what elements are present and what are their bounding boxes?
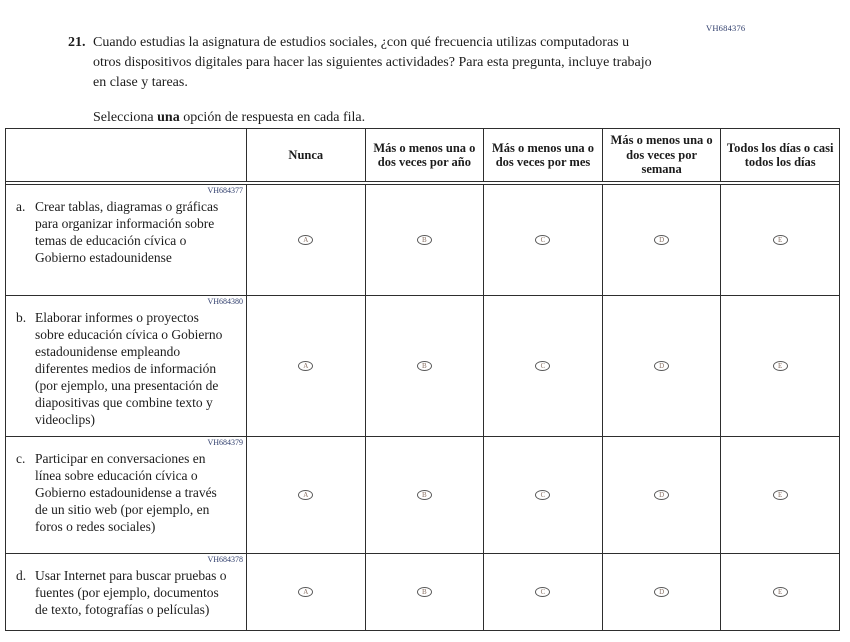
row-d-accession-id: VH684378 — [207, 555, 243, 564]
bubble-letter: A — [303, 587, 309, 596]
table-row-a — [6, 185, 839, 295]
answer-bubble-e[interactable] — [773, 490, 788, 500]
header-veces-por-ano: Más o menos una o dos veces por año — [365, 129, 484, 181]
row-a-option-ano[interactable] — [365, 185, 484, 295]
row-b-text: Elaborar informes o proyectos sobre educación cívica o Gobierno estadounidense empleando diferentes medios de información (por ejemplo, una presentación de diapositivas que combine texto y videoclips) — [35, 310, 223, 427]
row-c-letter: c. — [16, 451, 26, 466]
answer-bubble-d[interactable] — [654, 361, 669, 371]
response-matrix-table — [5, 128, 840, 631]
bubble-letter: C — [540, 235, 546, 244]
bubble-letter: D — [659, 235, 665, 244]
answer-bubble-b[interactable] — [417, 361, 432, 371]
answer-bubble-c[interactable] — [535, 587, 550, 597]
row-a-option-nunca[interactable] — [246, 185, 365, 295]
row-a-text: Crear tablas, diagramas o gráficas para organizar información sobre temas de educación cívica o Gobierno estadounidense — [35, 199, 219, 265]
row-d-option-nunca[interactable] — [246, 554, 365, 630]
row-a-option-semana[interactable] — [602, 185, 721, 295]
bubble-letter: D — [659, 587, 665, 596]
bubble-letter: E — [778, 235, 783, 244]
row-c-stem-cell — [6, 437, 246, 553]
row-d-letter: d. — [16, 568, 27, 583]
row-a-letter: a. — [16, 199, 26, 214]
bubble-letter: C — [540, 361, 546, 370]
row-a-option-todos[interactable] — [720, 185, 839, 295]
instruction-bold-word: una — [157, 110, 180, 125]
answer-bubble-e[interactable] — [773, 587, 788, 597]
question-instruction — [93, 108, 654, 128]
row-d-stem-cell — [6, 554, 246, 630]
header-nunca: Nunca — [246, 129, 365, 181]
row-d-option-semana[interactable] — [602, 554, 721, 630]
answer-bubble-b[interactable] — [417, 587, 432, 597]
table-row-b — [6, 295, 839, 436]
row-d-text: Usar Internet para buscar pruebas o fuentes (por ejemplo, documentos de texto, fotografías o películas) — [35, 568, 227, 617]
bubble-letter: C — [540, 587, 546, 596]
bubble-letter: B — [422, 490, 427, 499]
answer-bubble-c[interactable] — [535, 490, 550, 500]
question-block — [68, 33, 654, 128]
row-c-option-todos[interactable] — [720, 437, 839, 553]
bubble-letter: A — [303, 490, 309, 499]
row-a-option-mes[interactable] — [483, 185, 602, 295]
table-row-c — [6, 436, 839, 553]
table-row-d — [6, 553, 839, 630]
row-b-option-todos[interactable] — [720, 296, 839, 436]
row-b-stem-cell — [6, 296, 246, 436]
answer-bubble-b[interactable] — [417, 235, 432, 245]
bubble-letter: E — [778, 361, 783, 370]
row-c-option-mes[interactable] — [483, 437, 602, 553]
answer-bubble-d[interactable] — [654, 587, 669, 597]
bubble-letter: B — [422, 587, 427, 596]
instruction-suffix: opción de respuesta en cada fila. — [179, 110, 366, 125]
row-b-option-ano[interactable] — [365, 296, 484, 436]
form-accession-id: VH684376 — [706, 23, 746, 33]
answer-bubble-e[interactable] — [773, 361, 788, 371]
answer-bubble-e[interactable] — [773, 235, 788, 245]
table-header-row — [6, 129, 839, 185]
answer-bubble-d[interactable] — [654, 490, 669, 500]
answer-bubble-b[interactable] — [417, 490, 432, 500]
row-c-text: Participar en conversaciones en línea sobre educación cívica o Gobierno estadounidense a través de un sitio web (por ejemplo, en foros o redes sociales) — [35, 451, 217, 534]
answer-bubble-a[interactable] — [298, 361, 313, 371]
bubble-letter: E — [778, 587, 783, 596]
bubble-letter: D — [659, 361, 665, 370]
answer-bubble-c[interactable] — [535, 361, 550, 371]
header-stub-cell — [6, 129, 246, 181]
answer-bubble-c[interactable] — [535, 235, 550, 245]
row-c-accession-id: VH684379 — [207, 438, 243, 447]
row-d-option-mes[interactable] — [483, 554, 602, 630]
row-a-stem-cell — [6, 185, 246, 295]
answer-bubble-a[interactable] — [298, 587, 313, 597]
row-c-option-nunca[interactable] — [246, 437, 365, 553]
question-text: Cuando estudias la asignatura de estudios sociales, ¿con qué frecuencia utilizas computadoras u otros dispositivos digitales para hacer las siguientes actividades? Para esta pregunta, incluye trabajo en clase y tareas. — [93, 35, 652, 90]
row-b-option-semana[interactable] — [602, 296, 721, 436]
answer-bubble-d[interactable] — [654, 235, 669, 245]
row-d-option-ano[interactable] — [365, 554, 484, 630]
answer-bubble-a[interactable] — [298, 235, 313, 245]
row-d-option-todos[interactable] — [720, 554, 839, 630]
row-a-accession-id: VH684377 — [207, 186, 243, 195]
bubble-letter: A — [303, 361, 309, 370]
row-b-option-mes[interactable] — [483, 296, 602, 436]
answer-bubble-a[interactable] — [298, 490, 313, 500]
bubble-letter: B — [422, 235, 427, 244]
row-b-letter: b. — [16, 310, 27, 325]
bubble-letter: E — [778, 490, 783, 499]
row-b-accession-id: VH684380 — [207, 297, 243, 306]
row-c-option-ano[interactable] — [365, 437, 484, 553]
instruction-prefix: Selecciona — [93, 110, 158, 125]
header-todos-los-dias: Todos los días o casi todos los días — [720, 129, 839, 181]
bubble-letter: C — [540, 490, 546, 499]
row-c-option-semana[interactable] — [602, 437, 721, 553]
header-veces-por-semana: Más o menos una o dos veces por semana — [602, 129, 721, 181]
bubble-letter: D — [659, 490, 665, 499]
header-veces-por-mes: Más o menos una o dos veces por mes — [483, 129, 602, 181]
bubble-letter: B — [422, 361, 427, 370]
question-number: 21. — [68, 35, 86, 50]
row-b-option-nunca[interactable] — [246, 296, 365, 436]
bubble-letter: A — [303, 235, 309, 244]
